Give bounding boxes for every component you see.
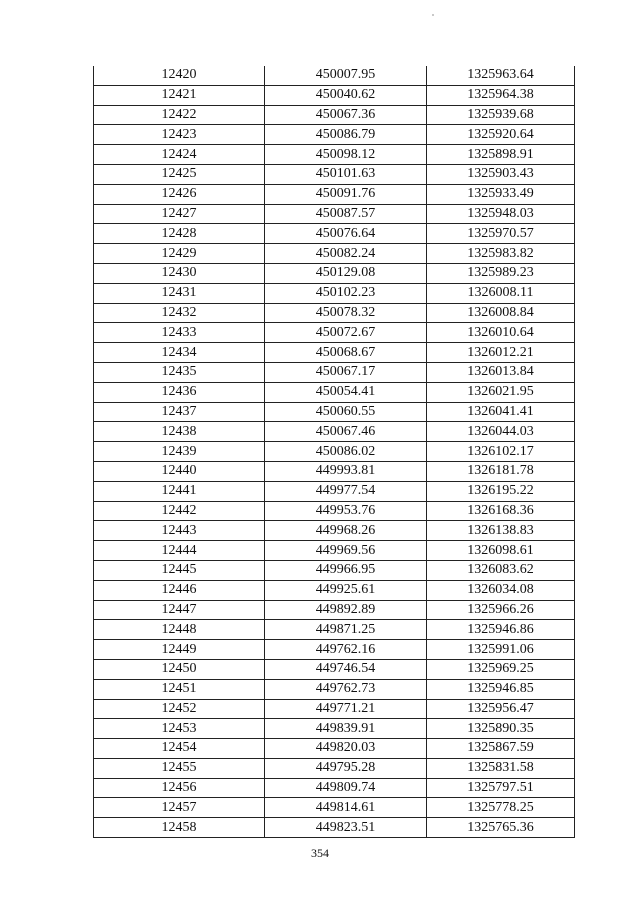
y-coordinate-cell: 1325989.23 [427, 263, 575, 283]
point-id-cell: 12436 [94, 382, 265, 402]
table-row [94, 481, 575, 501]
x-coordinate-cell: 450040.62 [265, 85, 427, 105]
point-id-cell: 12445 [94, 560, 265, 580]
table-row [94, 184, 575, 204]
point-id-cell: 12426 [94, 184, 265, 204]
point-id-cell: 12427 [94, 204, 265, 224]
y-coordinate-cell: 1325956.47 [427, 699, 575, 719]
table-row [94, 640, 575, 660]
table-row [94, 778, 575, 798]
y-coordinate-cell: 1326008.11 [427, 283, 575, 303]
table-row [94, 442, 575, 462]
table-row [94, 818, 575, 838]
x-coordinate-cell: 449820.03 [265, 739, 427, 759]
y-coordinate-cell: 1325970.57 [427, 224, 575, 244]
point-id-cell: 12442 [94, 501, 265, 521]
y-coordinate-cell: 1325898.91 [427, 145, 575, 165]
point-id-cell: 12446 [94, 580, 265, 600]
y-coordinate-cell: 1325867.59 [427, 739, 575, 759]
x-coordinate-cell: 449771.21 [265, 699, 427, 719]
table-row [94, 580, 575, 600]
y-coordinate-cell: 1326012.21 [427, 343, 575, 363]
point-id-cell: 12421 [94, 85, 265, 105]
x-coordinate-cell: 449814.61 [265, 798, 427, 818]
point-id-cell: 12434 [94, 343, 265, 363]
point-id-cell: 12452 [94, 699, 265, 719]
table-row [94, 164, 575, 184]
table-row [94, 461, 575, 481]
y-coordinate-cell: 1325948.03 [427, 204, 575, 224]
table-row [94, 382, 575, 402]
y-coordinate-cell: 1326083.62 [427, 560, 575, 580]
point-id-cell: 12422 [94, 105, 265, 125]
point-id-cell: 12430 [94, 263, 265, 283]
table-row [94, 204, 575, 224]
point-id-cell: 12443 [94, 521, 265, 541]
point-id-cell: 12433 [94, 323, 265, 343]
point-id-cell: 12428 [94, 224, 265, 244]
table-row [94, 521, 575, 541]
table-row [94, 85, 575, 105]
y-coordinate-cell: 1325933.49 [427, 184, 575, 204]
y-coordinate-cell: 1325991.06 [427, 640, 575, 660]
y-coordinate-cell: 1326138.83 [427, 521, 575, 541]
table-row [94, 125, 575, 145]
x-coordinate-cell: 450086.79 [265, 125, 427, 145]
x-coordinate-cell: 450007.95 [265, 66, 427, 85]
table-row [94, 422, 575, 442]
point-id-cell: 12440 [94, 461, 265, 481]
x-coordinate-cell: 450067.17 [265, 362, 427, 382]
point-id-cell: 12438 [94, 422, 265, 442]
y-coordinate-cell: 1325890.35 [427, 719, 575, 739]
point-id-cell: 12451 [94, 679, 265, 699]
y-coordinate-cell: 1325983.82 [427, 244, 575, 264]
table-row [94, 501, 575, 521]
point-id-cell: 12424 [94, 145, 265, 165]
table-row [94, 244, 575, 264]
y-coordinate-cell: 1326195.22 [427, 481, 575, 501]
y-coordinate-cell: 1326181.78 [427, 461, 575, 481]
x-coordinate-cell: 450067.46 [265, 422, 427, 442]
scan-speck [432, 14, 434, 16]
x-coordinate-cell: 449977.54 [265, 481, 427, 501]
x-coordinate-cell: 449762.16 [265, 640, 427, 660]
point-id-cell: 12447 [94, 600, 265, 620]
x-coordinate-cell: 449839.91 [265, 719, 427, 739]
table-row [94, 362, 575, 382]
point-id-cell: 12420 [94, 66, 265, 85]
point-id-cell: 12448 [94, 620, 265, 640]
x-coordinate-cell: 450101.63 [265, 164, 427, 184]
x-coordinate-cell: 449953.76 [265, 501, 427, 521]
y-coordinate-cell: 1326021.95 [427, 382, 575, 402]
point-id-cell: 12432 [94, 303, 265, 323]
y-coordinate-cell: 1325969.25 [427, 659, 575, 679]
x-coordinate-cell: 450068.67 [265, 343, 427, 363]
point-id-cell: 12429 [94, 244, 265, 264]
table-row [94, 798, 575, 818]
x-coordinate-cell: 450076.64 [265, 224, 427, 244]
y-coordinate-cell: 1326010.64 [427, 323, 575, 343]
y-coordinate-cell: 1325966.26 [427, 600, 575, 620]
y-coordinate-cell: 1325946.85 [427, 679, 575, 699]
coordinates-table [93, 66, 575, 838]
x-coordinate-cell: 450072.67 [265, 323, 427, 343]
y-coordinate-cell: 1325946.86 [427, 620, 575, 640]
table-row [94, 224, 575, 244]
y-coordinate-cell: 1326044.03 [427, 422, 575, 442]
x-coordinate-cell: 449925.61 [265, 580, 427, 600]
x-coordinate-cell: 450098.12 [265, 145, 427, 165]
point-id-cell: 12454 [94, 739, 265, 759]
point-id-cell: 12449 [94, 640, 265, 660]
point-id-cell: 12431 [94, 283, 265, 303]
y-coordinate-cell: 1326098.61 [427, 541, 575, 561]
x-coordinate-cell: 450102.23 [265, 283, 427, 303]
x-coordinate-cell: 449993.81 [265, 461, 427, 481]
table-row [94, 600, 575, 620]
table-row [94, 719, 575, 739]
x-coordinate-cell: 450082.24 [265, 244, 427, 264]
point-id-cell: 12435 [94, 362, 265, 382]
y-coordinate-cell: 1325964.38 [427, 85, 575, 105]
y-coordinate-cell: 1325939.68 [427, 105, 575, 125]
table-row [94, 402, 575, 422]
table-row [94, 620, 575, 640]
x-coordinate-cell: 449966.95 [265, 560, 427, 580]
point-id-cell: 12457 [94, 798, 265, 818]
point-id-cell: 12441 [94, 481, 265, 501]
table-row [94, 145, 575, 165]
y-coordinate-cell: 1325903.43 [427, 164, 575, 184]
table-row [94, 343, 575, 363]
x-coordinate-cell: 449762.73 [265, 679, 427, 699]
coordinates-table-body [94, 66, 575, 838]
x-coordinate-cell: 450060.55 [265, 402, 427, 422]
y-coordinate-cell: 1326034.08 [427, 580, 575, 600]
point-id-cell: 12425 [94, 164, 265, 184]
point-id-cell: 12455 [94, 758, 265, 778]
y-coordinate-cell: 1326008.84 [427, 303, 575, 323]
point-id-cell: 12444 [94, 541, 265, 561]
table-row [94, 283, 575, 303]
table-row [94, 263, 575, 283]
x-coordinate-cell: 449795.28 [265, 758, 427, 778]
table-row [94, 659, 575, 679]
x-coordinate-cell: 449746.54 [265, 659, 427, 679]
table-row [94, 679, 575, 699]
x-coordinate-cell: 449968.26 [265, 521, 427, 541]
x-coordinate-cell: 449823.51 [265, 818, 427, 838]
y-coordinate-cell: 1326041.41 [427, 402, 575, 422]
x-coordinate-cell: 450054.41 [265, 382, 427, 402]
y-coordinate-cell: 1326102.17 [427, 442, 575, 462]
point-id-cell: 12453 [94, 719, 265, 739]
y-coordinate-cell: 1325831.58 [427, 758, 575, 778]
point-id-cell: 12437 [94, 402, 265, 422]
x-coordinate-cell: 450078.32 [265, 303, 427, 323]
table-row [94, 560, 575, 580]
table-row [94, 303, 575, 323]
y-coordinate-cell: 1325797.51 [427, 778, 575, 798]
y-coordinate-cell: 1326013.84 [427, 362, 575, 382]
table-row [94, 699, 575, 719]
x-coordinate-cell: 450086.02 [265, 442, 427, 462]
point-id-cell: 12456 [94, 778, 265, 798]
point-id-cell: 12423 [94, 125, 265, 145]
x-coordinate-cell: 450087.57 [265, 204, 427, 224]
x-coordinate-cell: 450129.08 [265, 263, 427, 283]
point-id-cell: 12439 [94, 442, 265, 462]
x-coordinate-cell: 449892.89 [265, 600, 427, 620]
point-id-cell: 12450 [94, 659, 265, 679]
x-coordinate-cell: 449969.56 [265, 541, 427, 561]
table-row [94, 66, 575, 85]
x-coordinate-cell: 450067.36 [265, 105, 427, 125]
table-row [94, 739, 575, 759]
table-row [94, 541, 575, 561]
table-row [94, 323, 575, 343]
x-coordinate-cell: 450091.76 [265, 184, 427, 204]
y-coordinate-cell: 1325963.64 [427, 66, 575, 85]
table-row [94, 105, 575, 125]
y-coordinate-cell: 1325765.36 [427, 818, 575, 838]
y-coordinate-cell: 1326168.36 [427, 501, 575, 521]
y-coordinate-cell: 1325920.64 [427, 125, 575, 145]
point-id-cell: 12458 [94, 818, 265, 838]
x-coordinate-cell: 449809.74 [265, 778, 427, 798]
page-number: 354 [311, 846, 329, 860]
table-row [94, 758, 575, 778]
y-coordinate-cell: 1325778.25 [427, 798, 575, 818]
x-coordinate-cell: 449871.25 [265, 620, 427, 640]
